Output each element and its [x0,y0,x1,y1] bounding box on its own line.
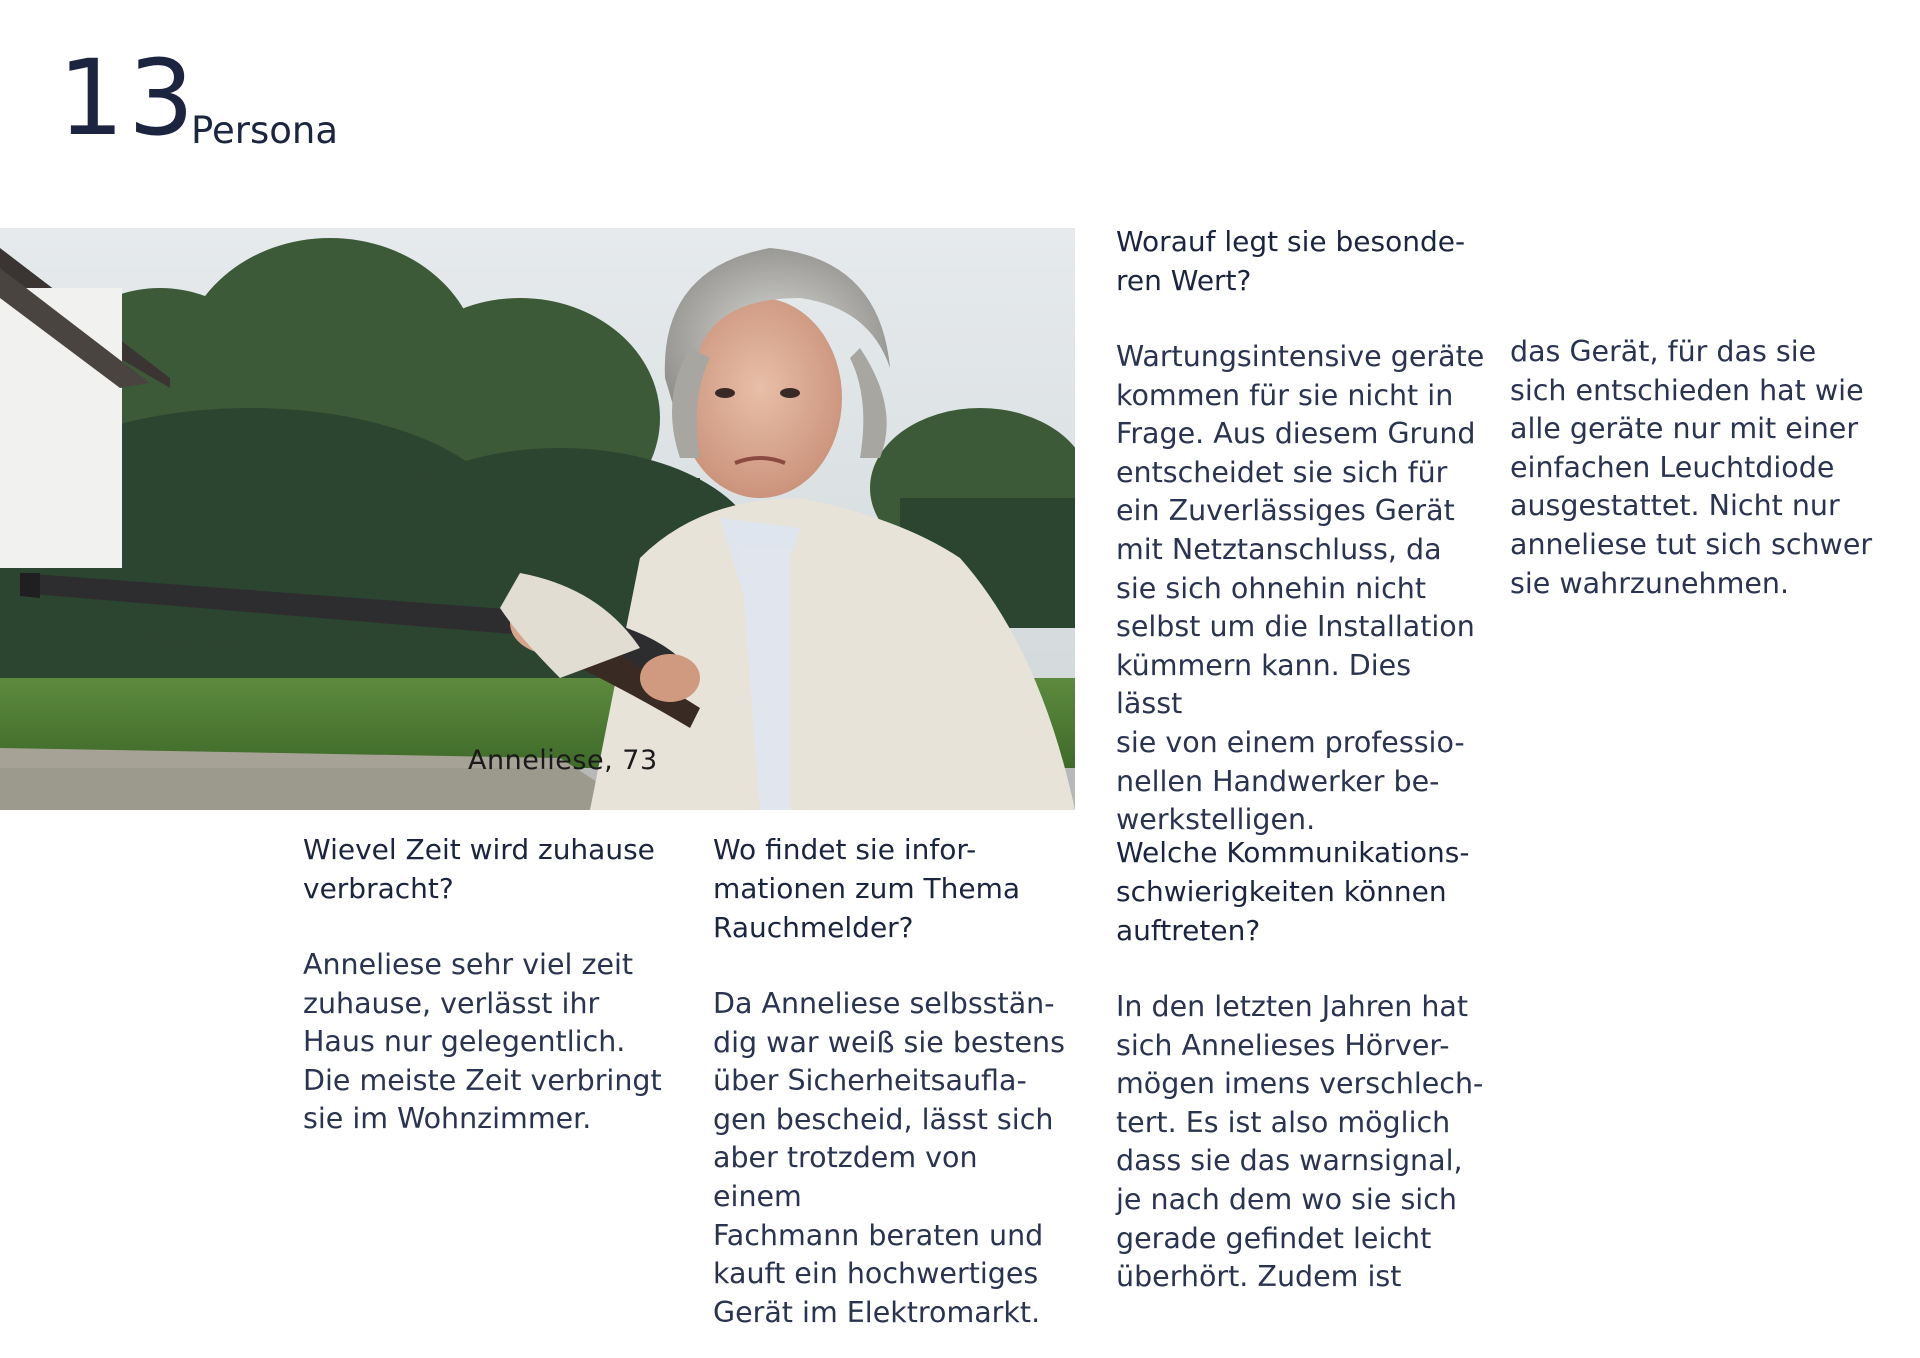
answer-line: zuhause, verlässt ihr [303,986,600,1020]
answer-line: Gerät im Elektromarkt. [713,1295,1041,1329]
answer-line: einfachen Leuchtdiode [1510,450,1835,484]
section-fortsetzung [1510,333,1890,603]
question-line: verbracht? [303,872,454,905]
section-kommunikation-question [1116,833,1486,950]
answer-line: Anneliese sehr viel zeit [303,948,634,981]
answer-line: Frage. Aus diesem Grund [1116,417,1476,451]
answer-line: kauft ein hochwertiges [713,1257,1039,1291]
answer-line: ausgestattet. Nicht nur [1510,489,1840,523]
section-wert-answer [1116,338,1486,840]
section-zeit-answer [303,946,673,1139]
question-line: Welche Kommunikations- [1116,836,1470,869]
question-line: ren Wert? [1116,264,1252,297]
page-title: Persona [191,109,339,152]
section-zeit-question [303,830,673,908]
answer-line: sich Annelieses Hörver- [1116,1028,1450,1062]
section-wert-question [1116,222,1486,300]
question-line: auftreten? [1116,914,1261,947]
answer-line: sie von einem professio- [1116,725,1465,759]
question-line: Rauchmelder? [713,911,914,944]
answer-line: entscheidet sie sich für [1116,455,1448,489]
photo-caption: Anneliese, 73 [468,745,658,776]
question-line: Wievel Zeit wird zuhause [303,833,655,866]
answer-line: mit Netztanschluss, da [1116,532,1442,566]
answer-line: tert. Es ist also möglich [1116,1105,1451,1139]
section-info-question [713,830,1073,947]
answer-line: mögen imens verschlech- [1116,1067,1484,1101]
answer-line: gerade gefindet leicht [1116,1221,1432,1255]
answer-line: sich entschieden hat wie [1510,373,1864,407]
answer-line: Haus nur gelegentlich. [303,1025,626,1059]
answer-line: anneliese tut sich schwer [1510,527,1873,561]
section-info [713,830,1073,1332]
answer-line: In den letzten Jahren hat [1116,990,1469,1023]
answer-line: dig war weiß sie bestens [713,1025,1065,1059]
answer-line: überhört. Zudem ist [1116,1260,1402,1294]
answer-line: über Sicherheitsaufla- [713,1064,1027,1098]
section-zeit [303,830,673,1139]
answer-line: Die meiste Zeit verbringt [303,1063,662,1097]
answer-line: je nach dem wo sie sich [1116,1182,1457,1216]
question-line: schwierigkeiten können [1116,875,1447,908]
question-line: Wo findet sie infor- [713,833,977,866]
answer-line: kommen für sie nicht in [1116,378,1454,412]
answer-line: nellen Handwerker be- [1116,764,1440,798]
question-line: mationen zum Thema [713,872,1021,905]
question-line: Worauf legt sie besonde- [1116,225,1466,258]
section-kommunikation [1116,833,1486,1297]
answer-line: sie wahrzunehmen. [1510,566,1790,600]
section-wert [1116,222,1486,840]
answer-line: alle geräte nur mit einer [1510,412,1859,446]
answer-line: selbst um die Installation [1116,610,1475,644]
answer-line: das Gerät, für das sie [1510,335,1817,368]
answer-line: Fachmann beraten und [713,1218,1044,1252]
answer-line: ein Zuverlässiges Gerät [1116,494,1455,528]
page-number: 13 [58,37,199,159]
answer-line: kümmern kann. Dies lässt [1116,648,1412,721]
section-kommunikation-answer [1116,988,1486,1297]
answer-line: gen bescheid, lässt sich [713,1102,1054,1136]
answer-line: Da Anneliese selbsstän- [713,987,1055,1020]
persona-photo-illustration [0,228,1075,810]
answer-line: werkstelligen. [1116,803,1316,837]
answer-line: dass sie das warnsignal, [1116,1144,1463,1178]
section-info-answer [713,985,1073,1332]
answer-line: sie im Wohnzimmer. [303,1102,592,1136]
persona-photo [0,228,1075,810]
answer-line: aber trotzdem von einem [713,1141,978,1213]
answer-line: sie sich ohnehin nicht [1116,571,1427,605]
section-fortsetzung-answer [1510,333,1890,603]
answer-line: Wartungsintensive geräte [1116,340,1485,373]
